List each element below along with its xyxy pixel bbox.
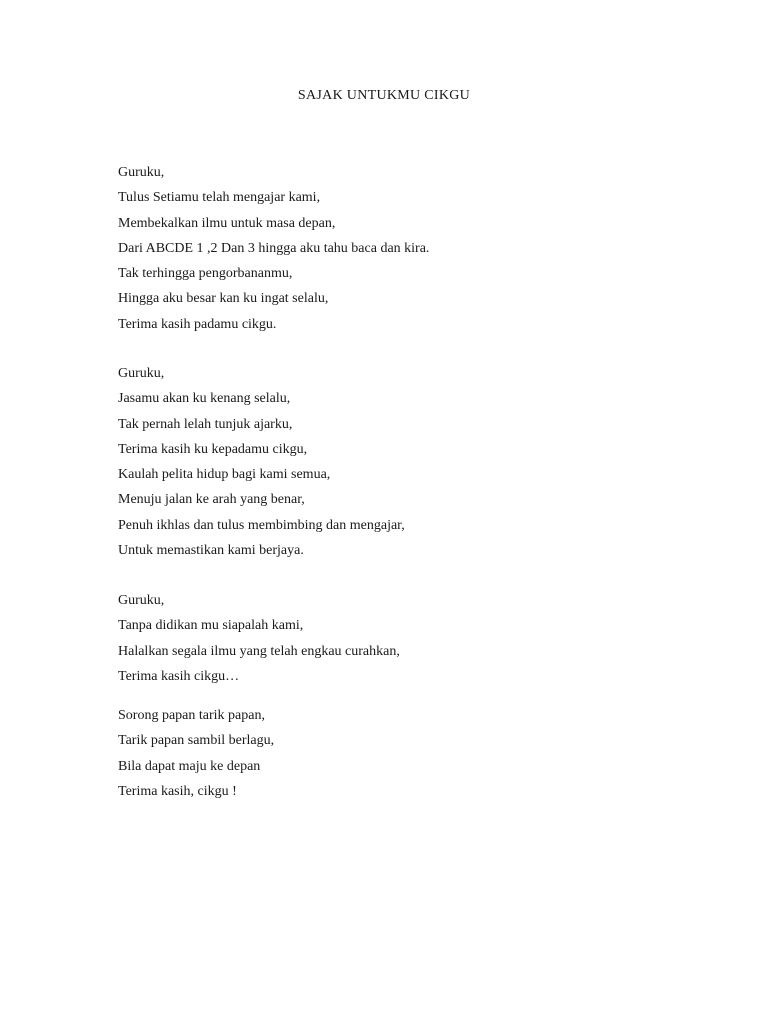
poem-line: Hingga aku besar kan ku ingat selalu,: [118, 291, 329, 307]
poem-line: Membekalkan ilmu untuk masa depan,: [118, 215, 336, 231]
stanza-3: [118, 588, 400, 689]
poem-line: Guruku,: [118, 165, 165, 180]
stanza-4: [118, 703, 274, 804]
poem-line: Terima kasih, cikgu !: [118, 783, 237, 799]
poem-line: Halalkan segala ilmu yang telah engkau curahkan,: [118, 643, 400, 659]
stanza-1: [118, 160, 429, 337]
poem-line: Jasamu akan ku kenang selalu,: [118, 391, 291, 407]
poem-line: Tarik papan sambil berlagu,: [118, 733, 275, 749]
poem-title: SAJAK UNTUKMU CIKGU: [297, 88, 471, 103]
poem-line: Guruku,: [118, 593, 165, 608]
poem-line: Terima kasih cikgu…: [118, 668, 240, 684]
poem-line: Sorong papan tarik papan,: [118, 708, 265, 723]
poem-line: Tak pernah lelah tunjuk ajarku,: [118, 416, 293, 432]
poem-line: Bila dapat maju ke depan: [118, 758, 261, 774]
poem-line: Menuju jalan ke arah yang benar,: [118, 492, 305, 508]
stanza-2: [118, 361, 405, 563]
poem-line: Guruku,: [118, 366, 165, 381]
poem-line: Tanpa didikan mu siapalah kami,: [118, 618, 304, 634]
poem-line: Terima kasih ku kepadamu cikgu,: [118, 441, 308, 457]
poem-line: Penuh ikhlas dan tulus membimbing dan mengajar,: [118, 517, 405, 533]
poem-line: Terima kasih padamu cikgu.: [118, 316, 277, 332]
poem-line: Tulus Setiamu telah mengajar kami,: [118, 190, 321, 206]
poem-line: Kaulah pelita hidup bagi kami semua,: [118, 467, 331, 483]
poem-line: Dari ABCDE 1 ,2 Dan 3 hingga aku tahu baca dan kira.: [118, 240, 430, 256]
poem-line: Untuk memastikan kami berjaya.: [118, 543, 304, 559]
poem-line: Tak terhingga pengorbananmu,: [118, 266, 293, 282]
